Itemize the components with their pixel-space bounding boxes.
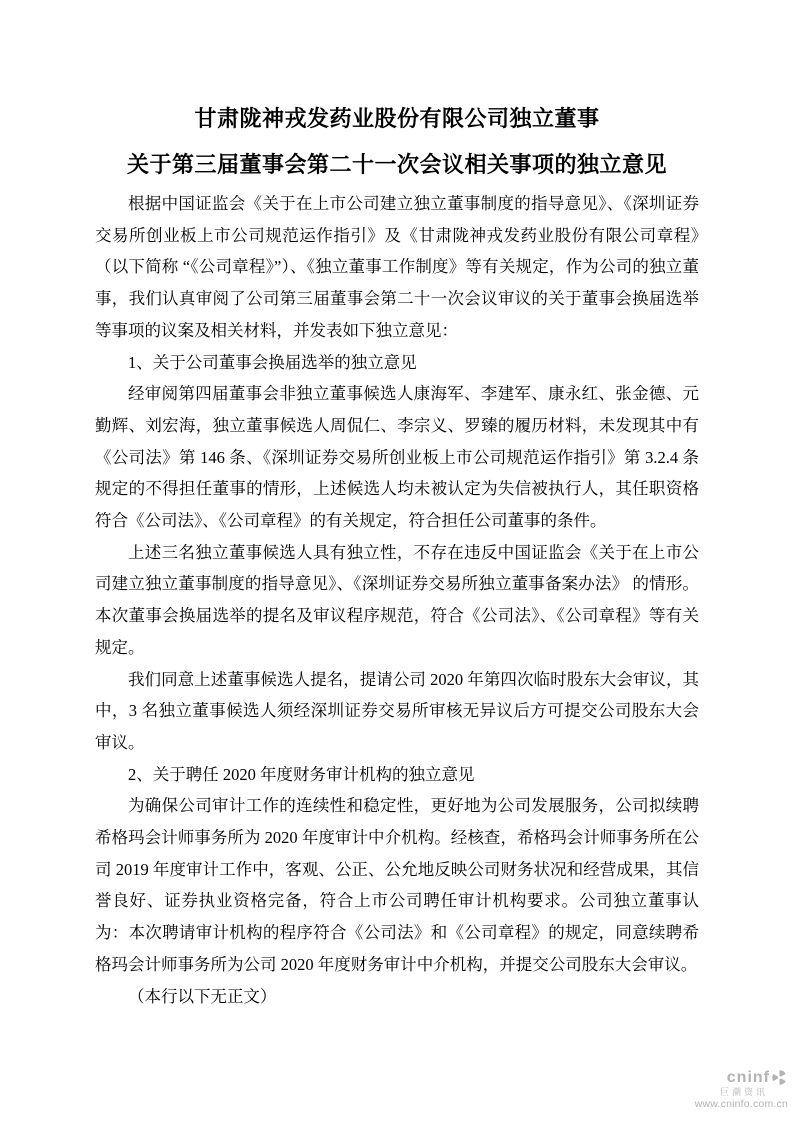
cninfo-watermark [695, 1069, 788, 1111]
section-heading-1: 1、关于公司董事会换届选举的独立意见 [128, 352, 417, 372]
cninfo-logo-row [727, 1069, 788, 1087]
cninfo-chinese-name: 巨潮资讯 [719, 1086, 768, 1097]
cninfo-swirl-icon [771, 1069, 788, 1086]
paragraph-intro: 根据中国证监会《关于在上市公司建立独立董事制度的指导意见》、《深圳证券交易所创业板上市公司规范运作指引》及《甘肃陇神戎发药业股份有限公司章程》 （以下简称 “《公司章程》”）、《独立董事工作制度》等有关规定，作为公司的独立董事，我们认真审阅了公司第三届董事会第二十一次会议审议的关于董事会换届选举等事项的议案及相关材料，并发表如下独立意见： [95, 194, 716, 340]
document-title-line1: 甘肃陇神戎发药业股份有限公司独立董事 [194, 106, 600, 131]
paragraph-end-note: （本行以下无正文） [128, 986, 277, 1006]
paragraph-nomination-agreement: 我们同意上述董事候选人提名，提请公司 2020 年第四次临时股东大会审议，其中，3 名独立董事候选人须经深圳证券交易所审核无异议后方可提交公司股东大会审议。 [95, 669, 699, 752]
paragraph-candidates-review: 经审阅第四届董事会非独立董事候选人康海军、李建军、康永红、张金德、元勤辉、刘宏海，独立董事候选人周侃仁、李宗义、罗臻的履历材料，未发现其中有《公司法》第 146 条、《深圳证券交易所创业板上市公司规范运作指引》第 3.2.4 条规定的不得担任董事的情形，上述候选人均未被认定为失信被执行人，其任职资格符合《公司法》、《公司章程》的有关规定，符合担任公司董事的条件。 [95, 384, 699, 531]
document-title-line2: 关于第三届董事会第二十一次会议相关事项的独立意见 [126, 152, 667, 177]
paragraph-independence: 上述三名独立董事候选人具有独立性，不存在违反中国证监会《关于在上市公司建立独立董事制度的指导意见》、《深圳证券交易所独立董事备案办法》 的情形。本次董事会换届选举的提名及审议程序规范，符合《公司法》、《公司章程》等有关规定。 [95, 542, 700, 657]
paragraph-audit-institution: 为确保公司审计工作的连续性和稳定性，更好地为公司发展服务，公司拟续聘希格玛会计师事务所为 2020 年度审计中介机构。经核查，希格玛会计师事务所在公司 2019 年度审计工作中，客观、公正、公允地反映公司财务状况和经营成果，其信誉良好、证券执业资格完备，符合上市公司聘任审计机构要求。公司独立董事认为：本次聘请审计机构的程序符合《公司法》和《公司章程》的规定，同意续聘希格玛会计师事务所为公司 2020 年度财务审计中介机构，并提交公司股东大会审议。 [95, 796, 699, 974]
cninfo-logo-text: cninf [726, 1068, 770, 1086]
section-heading-2: 2、关于聘任 2020 年度财务审计机构的独立意见 [128, 764, 475, 784]
cninfo-url: www.cninfo.com.cn [694, 1098, 788, 1111]
